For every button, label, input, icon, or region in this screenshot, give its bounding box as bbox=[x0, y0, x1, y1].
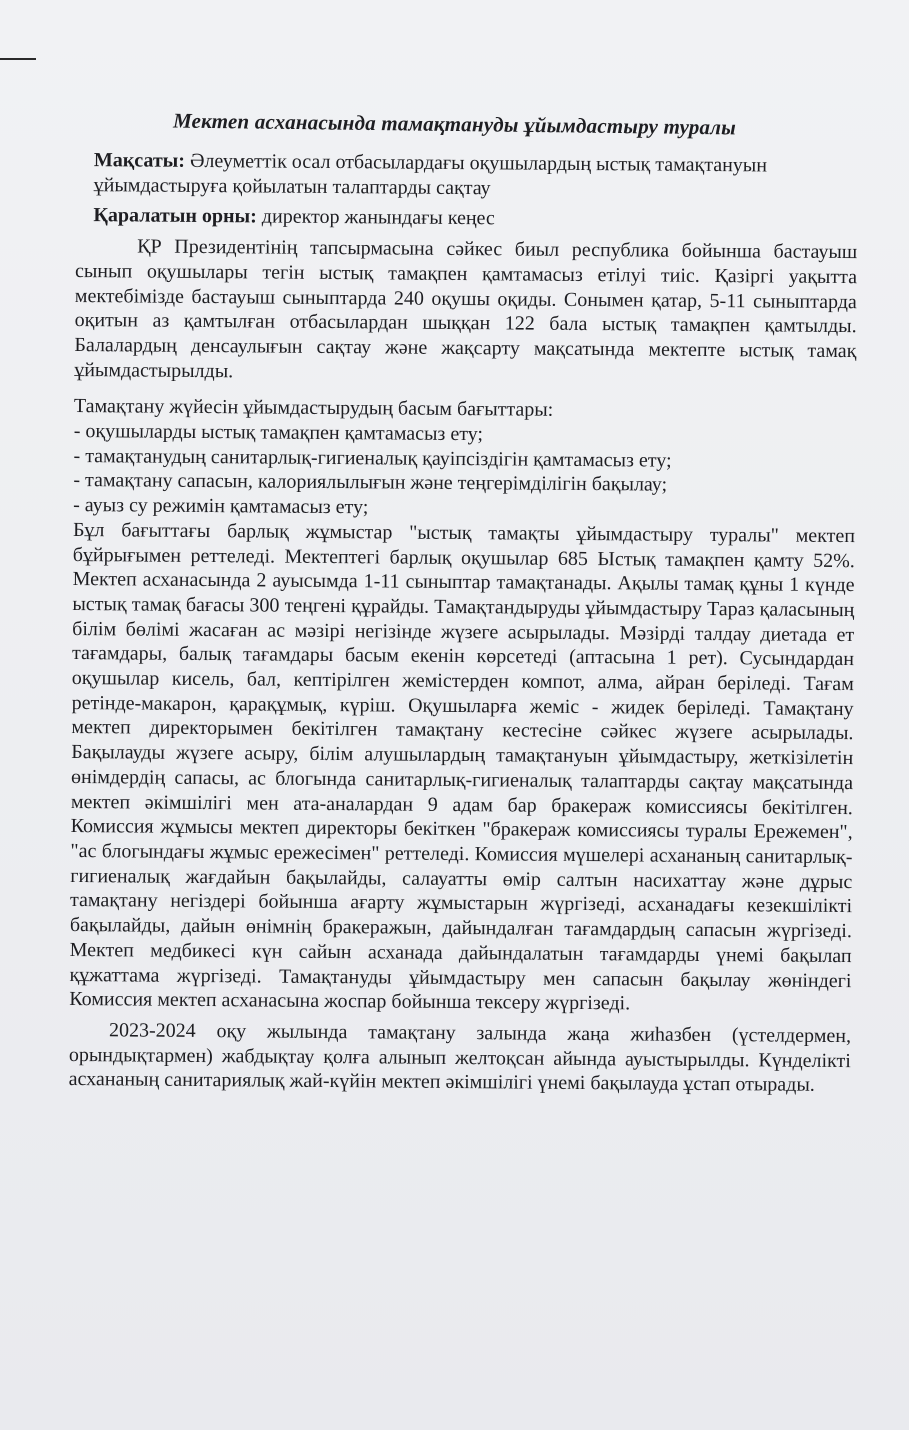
list-item: - тамақтану сапасын, калориялылығын және теңгерімділігін бақылау; bbox=[73, 469, 668, 497]
venue-label: Қаралатын орны: bbox=[93, 204, 257, 228]
paragraph-president: ҚР Президентінің тапсырмасына сәйкес биыл республика бойынша бастауыш сынып оқушылары тегін ыстық тамақпен қамтамасыз етілуі тиіс. Қазіргі уақытта мектебімізде бастауыш сыныптарда 240 оқушы оқиды. Сонымен қатар, 5-11 сыныптарда оқитын аз қамтылған отбасылардан шыққан 122 бала ыстық тамақпен қамтылды. Балалардың денсаулығын сақтау және жақсарту мақсатында мектепте ыстық тамақ ұйымдастырылды. bbox=[74, 235, 858, 382]
list-item: - ауыз су режимін қамтамасыз ету; bbox=[73, 494, 369, 519]
goal-text: Әлеуметтік осал отбасылардағы оқушылардың ыстық тамақтануын ұйымдастыруға қойылатын талаптарды сақтау bbox=[93, 149, 768, 199]
goal-line bbox=[76, 148, 858, 204]
corner-mark bbox=[0, 58, 36, 60]
document-title: Мектеп асханасында тамақтануды ұйымдастыру туралы bbox=[172, 108, 737, 140]
goal-label: Мақсаты: bbox=[93, 149, 186, 172]
priorities-heading: Тамақтану жүйесін ұйымдастырудың басым бағыттары: bbox=[73, 395, 554, 422]
document-body bbox=[69, 148, 858, 1098]
paragraph-furniture: 2023-2024 оқу жылында тамақтану залында жаңа жиһазбен (үстелдермен, орындықтармен) жабдықтау қолға алынып желтоқсан айында ауыстырылды. Күнделікті асхананың санитариялық жай-күйін мектеп әкімшілігі үнемі бақылауда ұстап отырады. bbox=[68, 1019, 852, 1097]
list-item: - тамақтанудың санитарлық-гигиеналық қауіпсіздігін қамтамасыз ету; bbox=[73, 444, 672, 472]
paragraph-organization: Бұл бағыттағы барлық жұмыстар "ыстық тамақты ұйымдастыру туралы" мектеп бұйрығымен реттеледі. Мектептегі барлық оқушылар 685 Ыстық тамақпен қамту 52%. Мектеп асханасында 2 ауысымда 1-11 сыныптар тамақтанады. Ақылы тамақ құны 1 күнде ыстық тамақ бағасы 300 теңгені құрайды. Тамақтандыруды ұйымдастыру Тараз қаласының білім бөлімі жасаған ас мәзірі негізінде жүзеге асырылады. Мәзірді талдау диетада ет тағамдары, балық тағамдары басым екенін көрсетеді (аптасына 1 рет). Сусындардан оқушылар кисель, бал, кептірілген жемістерден компот, алма, айран беріледі. Тағам ретінде-макарон, қарақұмық, күріш. Оқушыларға жеміс - жидек беріледі. Тамақтану мектеп директорымен бекітілген тамақтану кестесіне сәйкес жүзеге асырылады. Бақылауды жүзеге асыру, білім алушылардың тамақтануын ұйымдастыру, жеткізілетін өнімдердің сапасы, ас блогында санитарлық-гигиеналық талаптарды сақтау мақсатында мектеп әкімшілігі мен ата-аналардан 9 адам бар бракераж комиссиясы бекітілген. Комиссия жұмысы мектеп директоры бекіткен "бракераж комиссиясы туралы Ережемен", "ас блогындағы жұмыс ережесімен" реттеледі. Комиссия мүшелері асхананың санитарлық-гигиеналық жағдайын бақылайды, салауатты өмір салтын насихаттау және дұрыс тамақтану негіздері бойынша ағарту жұмыстарын жүргізеді, асханадағы кезекшілікті бақылайды, дайын өнімнің бракеражын, дайындалған тағамдардың сапасын жүргізеді. Мектеп медбикесі күн сайын асханада дайындалатын тағамдарды үнемі бақылап құжаттама жүргізеді. Тамақтануды ұйымдастыру мен сапасын бақылау жөніндегі Комиссия мектеп асханасына жоспар бойынша тексеру жүргізеді. bbox=[69, 518, 856, 1015]
priorities-list bbox=[73, 419, 856, 524]
list-item: - оқушыларды ыстық тамақпен қамтамасыз ету; bbox=[73, 420, 484, 446]
venue-text: директор жанындағы кеңес bbox=[261, 205, 495, 230]
